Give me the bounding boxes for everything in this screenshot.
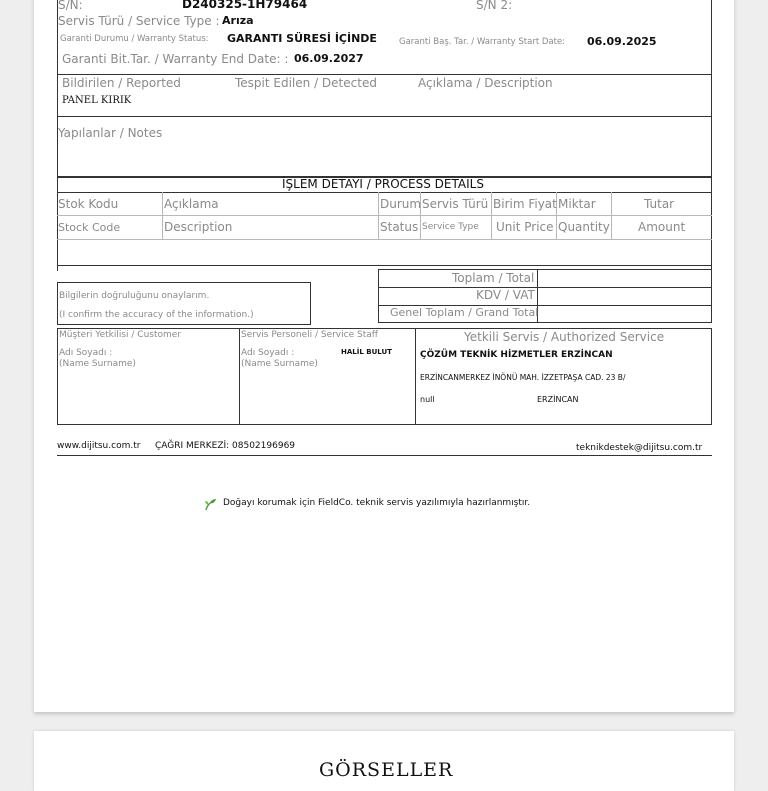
col-stock-code-tr: Stok Kodu	[58, 197, 119, 211]
vat-label: KDV / VAT	[476, 288, 535, 302]
notes-label: Yapılanlar / Notes	[58, 126, 163, 140]
confirm-text-en: (I confirm the accuracy of the information.)	[59, 310, 254, 320]
divider	[57, 74, 712, 75]
authorized-address: ERZİNCANMERKEZ İNÖNÜ MAH. İZZETPAŞA CAD. 23 B/	[420, 373, 626, 382]
staff-name-label-en: (Name Surname)	[241, 359, 318, 369]
eco-note: Doğayı korumak için FieldCo. teknik servis yazılımıyla hazırlanmıştır.	[223, 498, 531, 508]
service-type-label: Servis Türü / Service Type :	[58, 14, 220, 28]
warranty-status-label: Garanti Durumu / Warranty Status:	[60, 34, 209, 44]
customer-name-label: Adı Soyadı :	[59, 348, 113, 358]
table-col-divider	[611, 192, 612, 239]
col-quantity-tr: Miktar	[558, 197, 596, 211]
sn-label: S/N:	[58, 0, 83, 12]
col-status-en: Status	[380, 220, 419, 234]
divider	[57, 116, 712, 117]
images-section-title: GÖRSELLER	[319, 759, 454, 781]
reported-label: Bildirilen / Reported	[62, 76, 181, 90]
col-service-type-en: Service Type	[422, 222, 479, 232]
service-form-page	[34, 0, 734, 712]
table-row-divider	[57, 215, 712, 216]
detected-label: Tespit Edilen / Detected	[235, 76, 377, 90]
table-row-divider	[57, 239, 712, 240]
table-col-divider	[491, 192, 492, 239]
signature-divider	[415, 328, 416, 425]
form-right-border	[711, 0, 712, 271]
col-unit-price-en: Unit Price	[496, 220, 554, 234]
col-amount-tr: Tutar	[644, 197, 675, 211]
col-service-type-tr: Servis Türü	[422, 197, 489, 211]
col-status-tr: Durum	[380, 197, 422, 211]
images-section-page	[34, 731, 734, 791]
authorized-name: ÇÖZÜM TEKNİK HİZMETLER ERZİNCAN	[420, 350, 613, 360]
totals-row-divider	[378, 287, 712, 288]
table-col-divider	[162, 192, 163, 239]
description-label: Açıklama / Description	[418, 76, 553, 90]
col-stock-code-en: Stock Code	[58, 221, 121, 234]
footer-email[interactable]: teknikdestek@dijitsu.com.tr	[576, 443, 703, 453]
table-col-divider	[378, 192, 379, 239]
staff-name-value: HALİL BULUT	[341, 348, 392, 356]
signature-divider	[239, 328, 240, 425]
divider	[57, 192, 712, 193]
authorized-extra: null	[420, 395, 435, 404]
divider	[57, 265, 712, 266]
grand-total-label: Genel Toplam / Grand Total	[390, 306, 539, 319]
reported-value: PANEL KIRIK	[62, 95, 132, 106]
process-title: İŞLEM DETAYI / PROCESS DETAILS	[282, 177, 484, 191]
confirm-text-tr: Bilgilerin doğruluğunu onaylarım.	[59, 291, 210, 301]
col-unit-price-tr: Birim Fiyat	[493, 197, 557, 211]
sn2-label: S/N 2:	[476, 0, 513, 12]
footer-divider	[57, 455, 712, 456]
col-quantity-en: Quantity	[558, 220, 610, 234]
warranty-start-value: 06.09.2025	[587, 35, 657, 48]
warranty-end-label: Garanti Bit.Tar. / Warranty End Date: :	[62, 52, 289, 66]
customer-label: Müşteri Yetkilisi / Customer	[59, 330, 182, 340]
col-description-en: Description	[164, 220, 233, 234]
service-type-value: Arıza	[222, 14, 254, 27]
col-amount-en: Amount	[638, 220, 686, 234]
col-description-tr: Açıklama	[164, 197, 219, 211]
staff-name-label: Adı Soyadı :	[241, 348, 295, 358]
authorized-label: Yetkili Servis / Authorized Service	[464, 330, 665, 344]
total-label: Toplam / Total	[452, 271, 535, 285]
warranty-end-value: 06.09.2027	[294, 52, 364, 65]
sn-value: D240325-1H79464	[182, 0, 308, 11]
customer-name-label-en: (Name Surname)	[59, 359, 136, 369]
leaf-icon	[203, 496, 217, 510]
warranty-status-value: GARANTI SÜRESİ İÇİNDE	[227, 32, 377, 45]
footer-call-center: ÇAĞRI MERKEZİ: 08502196969	[155, 441, 296, 451]
authorized-city: ERZİNCAN	[537, 395, 579, 404]
footer-website[interactable]: www.dijitsu.com.tr	[57, 441, 141, 451]
staff-label: Servis Personeli / Service Staff	[241, 330, 378, 340]
warranty-start-label: Garanti Baş. Tar. / Warranty Start Date:	[399, 37, 566, 47]
